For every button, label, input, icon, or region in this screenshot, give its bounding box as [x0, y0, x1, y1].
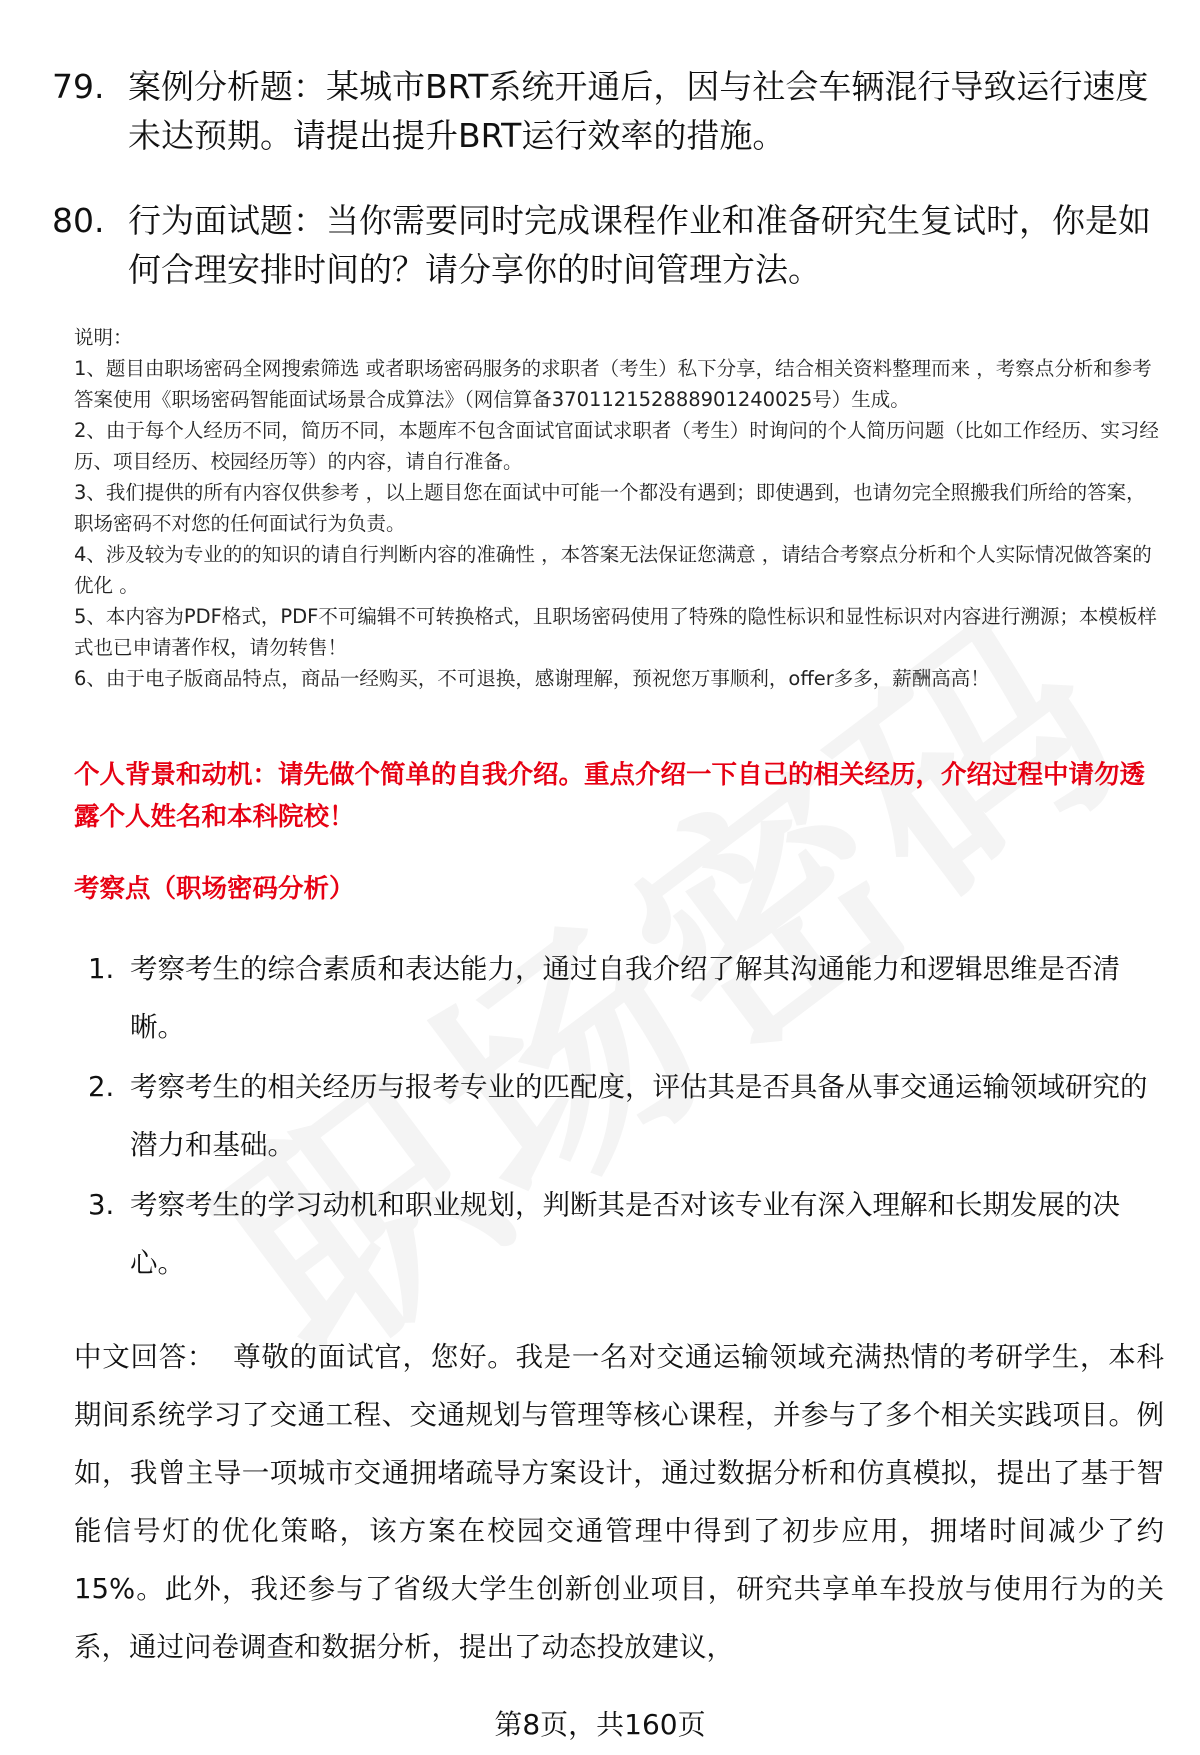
note-item: 5、本内容为PDF格式，PDF不可编辑不可转换格式，且职场密码使用了特殊的隐性标识和显性标识对内容进行溯源；本模板样式也已申请著作权，请勿转售！	[74, 605, 1157, 659]
question-heading: 个人背景和动机：请先做个简单的自我介绍。重点介绍一下自己的相关经历，介绍过程中请勿透露个人姓名和本科院校！	[74, 760, 1146, 832]
note-item: 4、涉及较为专业的的知识的请自行判断内容的准确性 ，本答案无法保证您满意 ，请结合考察点分析和个人实际情况做答案的优化 。	[74, 543, 1152, 597]
note-item: 6、由于电子版商品特点，商品一经购买，不可退换，感谢理解，预祝您万事顺利，offer多多，薪酬高高！	[74, 667, 990, 690]
answer-text: 尊敬的面试官，您好。我是一名对交通运输领域充满热情的考研学生，本科期间系统学习了交通工程、交通规划与管理等核心课程，并参与了多个相关实践项目。例如，我曾主导一项城市交通拥堵疏导方案设计，通过数据分析和仿真模拟，提出了基于智能信号灯的优化策略，该方案在校园交通管理中得到了初步应用，拥堵时间减少了约15%。此外，我还参与了省级大学生创新创业项目，研究共享单车投放与使用行为的关系，通过问卷调查和数据分析，提出了动态投放建议，	[74, 1341, 1165, 1663]
list-item-number: 3.	[88, 1189, 115, 1221]
list-item-text: 考察考生的相关经历与报考专业的匹配度，评估其是否具备从事交通运输领域研究的潜力和基础。	[130, 1071, 1148, 1161]
note-item: 3、我们提供的所有内容仅供参考 ，以上题目您在面试中可能一个都没有遇到；即使遇到，也请勿完全照搬我们所给的答案，职场密码不对您的任何面试行为负责。	[74, 481, 1146, 535]
list-item-text: 考察考生的学习动机和职业规划，判断其是否对该专业有深入理解和长期发展的决心。	[130, 1189, 1120, 1279]
analysis-points-list	[74, 940, 1174, 1294]
notes-title: 说明：	[74, 326, 133, 349]
list-item	[74, 940, 1174, 1056]
page-footer: 第8页，共160页	[494, 1708, 706, 1741]
note-item: 2、由于每个人经历不同，简历不同，本题库不包含面试官面试求职者（考生）时询问的个人简历问题（比如工作经历、实习经历、项目经历、校园经历等）的内容，请自行准备。	[74, 419, 1159, 473]
list-item-number: 2.	[88, 1071, 115, 1103]
question-number: 80.	[52, 201, 105, 240]
list-item-number: 1.	[88, 953, 115, 985]
question-80	[52, 196, 1152, 294]
question-79	[52, 62, 1152, 160]
list-item	[74, 1176, 1174, 1292]
question-number: 79.	[52, 67, 105, 106]
note-item: 1、题目由职场密码全网搜索筛选 或者职场密码服务的求职者（考生）私下分享，结合相关资料整理而来 ，考察点分析和参考答案使用《职场密码智能面试场景合成算法》（网信算备370112152888901240025号）生成。	[74, 357, 1152, 411]
list-item	[74, 1058, 1174, 1174]
question-text: 案例分析题：某城市BRT系统开通后，因与社会车辆混行导致运行速度未达预期。请提出提升BRT运行效率的措施。	[128, 67, 1149, 155]
answer-section	[74, 1328, 1164, 1676]
notes-section	[74, 322, 1164, 694]
analysis-heading: 考察点（职场密码分析）	[74, 874, 355, 904]
list-item-text: 考察考生的综合素质和表达能力，通过自我介绍了解其沟通能力和逻辑思维是否清晰。	[130, 953, 1120, 1043]
answer-label: 中文回答：	[74, 1341, 216, 1373]
question-text: 行为面试题：当你需要同时完成课程作业和准备研究生复试时，你是如何合理安排时间的？请分享你的时间管理方法。	[128, 201, 1151, 289]
